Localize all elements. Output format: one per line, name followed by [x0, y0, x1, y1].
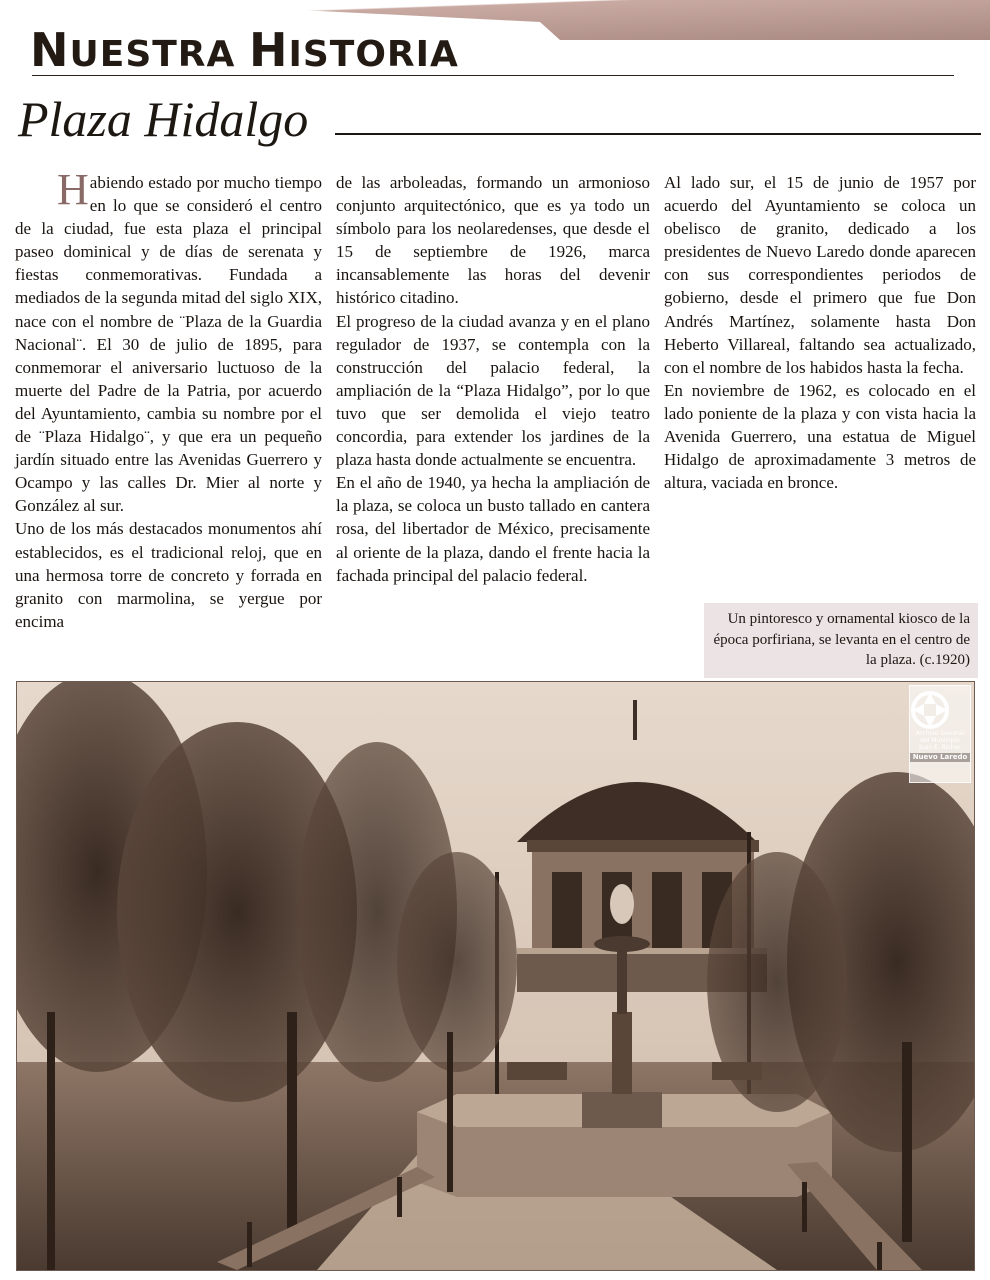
section-title: NUESTRA HISTORIA: [30, 23, 459, 77]
bench-back: [712, 1062, 762, 1080]
text-column-2: [336, 171, 650, 587]
paragraph: Uno de los más destacados monumentos ahí establecidos, es el tradicional reloj, que en una hermosa torre de concreto y forrada en granito con marmolina, se yergue por encima: [15, 519, 322, 631]
watermark-text: Archivo General: [916, 730, 964, 737]
section-title-rule: [32, 75, 954, 76]
archive-watermark: [909, 685, 971, 783]
paragraph: El progreso de la ciudad avanza y en el plano regulador de 1937, se contempla con la construcción del palacio federal, la ampliación de la “Plaza Hidalgo”, por lo que tuvo que ser demolida el viejo teatro concordia, para extender los jardines de la plaza hasta donde actualmente se encuentra.: [336, 311, 650, 470]
paragraph: de las arboleadas, formando un armonioso conjunto arquitectónico, que es ya todo un símbolo para los neolaredenses, que desde el 15 de septiembre de 1926, marca incansablemente las horas del devenir histórico citadino.: [336, 173, 650, 308]
paragraph: En noviembre de 1962, es colocado en el lado poniente de la plaza y con vista hacia la Avenida Guerrero, una estatua de Miguel Hidalgo de aproximadamente 3 metros de altura, vaciada en bronce.: [664, 380, 976, 493]
paragraph: En el año de 1940, ya hecha la ampliación de la plaza, se coloca un busto tallado en cantera rosa, del libertador de México, precisamente al oriente de la plaza, dando el frente hacia la fachada principal del palacio federal.: [336, 473, 650, 585]
drop-cap: H: [57, 165, 89, 214]
paragraph: Habiendo estado por mucho tiempo en lo que se consideró el centro de la ciudad, fue esta plaza el principal paseo dominical y de días de serenata y fiestas conmemorativas. Fundada a mediados de la segunda mitad del siglo XIX, nace con el nombre de ¨Plaza de la Guardia Nacional¨. El 30 de julio de 1895, para conmemorar el aniversario luctuoso de la muerte del Padre de la Patria, por acuerdo del Ayuntamiento, cambia su nombre por el de ¨Plaza Hidalgo¨, y que era un pequeño jardín situado entre las Avenidas Guerrero y Ocampo y las calles Dr. Mier al norte y González al sur.: [15, 165, 322, 516]
watermark-city: Nuevo Laredo: [910, 753, 970, 762]
bench-back: [507, 1062, 567, 1080]
text-column-3: [664, 171, 976, 494]
photo-caption: Un pintoresco y ornamental kiosco de la época porfiriana, se levanta en el centro de la plaza. (c.1920): [713, 611, 970, 668]
watermark-text: del Municipio: [920, 737, 960, 744]
watermark-text: Juan E. Richer: [919, 744, 961, 751]
photo-illustration: [17, 682, 974, 1270]
archive-logo-icon: [910, 690, 950, 730]
article-title: Plaza Hidalgo: [18, 91, 309, 147]
paragraph: Al lado sur, el 15 de junio de 1957 por acuerdo del Ayuntamiento se coloca un obelisco de granito, dedicado a los presidentes de Nuevo Laredo donde aparecen con sus correspondientes periodos de gobierno, desde el primero que fue Don Andrés Martínez, solamente hasta Don Heberto Villareal, faltando sea actualizado, con el nombre de los habidos hasta la fecha.: [664, 173, 976, 377]
article-title-rule: [335, 133, 981, 135]
text-column-1: [15, 165, 322, 633]
historic-photo-kiosk: [16, 681, 975, 1271]
